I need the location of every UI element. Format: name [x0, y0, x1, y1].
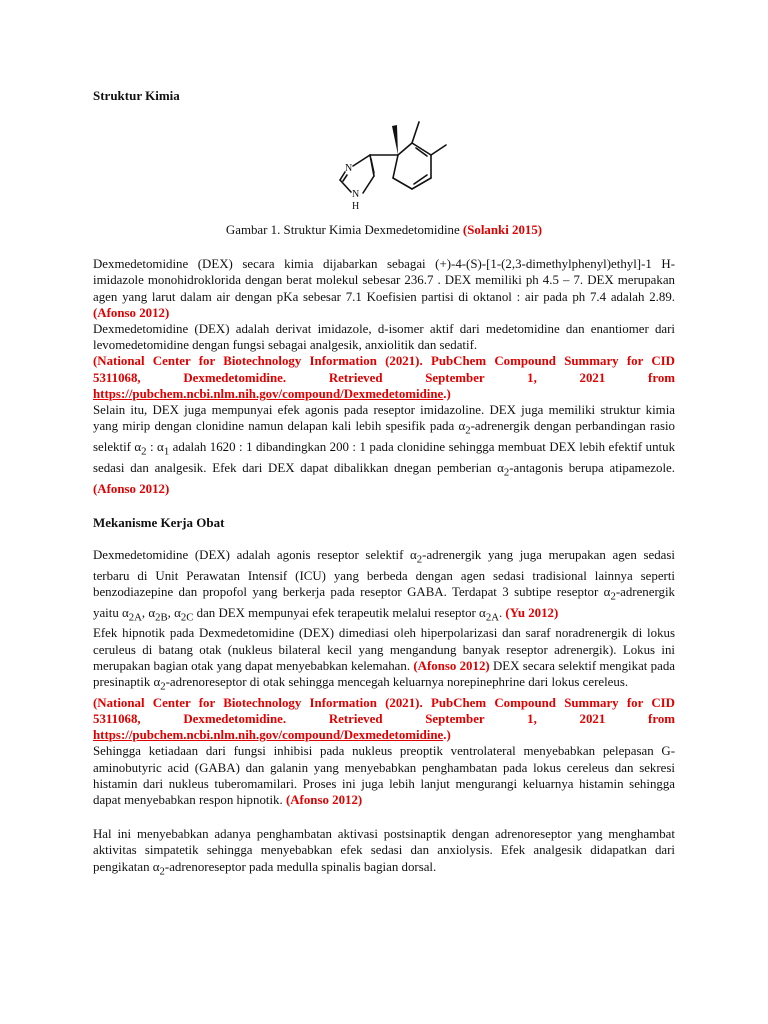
subscript: 2	[159, 865, 165, 878]
paragraph-analgesic	[93, 826, 675, 879]
subscript: 2	[465, 424, 471, 437]
citation: (Yu 2012)	[505, 605, 559, 620]
citation: (Afonso 2012)	[285, 792, 363, 807]
paragraph-text: Dexmedetomidine (DEX) adalah derivat imidazole, d-isomer aktif dari medetomidine dan enantiomer dari levomedetomidine dengan fungsi sebagai analgesik, anxiolitik dan sedatif.	[93, 322, 675, 353]
reference-pubchem-1	[93, 353, 675, 402]
text-run: -adrenergik dengan perbandingan rasio selektif α	[93, 419, 675, 455]
subscript: 2A	[128, 611, 142, 624]
text-run: dan DEX mempunyai efek terapeutik melalui reseptor α	[193, 605, 486, 620]
text-run: Dexmedetomidine (DEX) adalah agonis reseptor selektif α	[93, 547, 417, 562]
text-run: -adrenoreseptor pada medulla spinalis bagian dorsal.	[164, 859, 437, 874]
reference-text: (National Center for Biotechnology Information (2021). PubChem Compound Summary for CID 5311068, Dexmedetomidine. Retrieved September 1, 2021 from	[93, 354, 675, 385]
atom-label-h: H	[352, 201, 360, 212]
reference-text: (National Center for Biotechnology Information (2021). PubChem Compound Summary for CID 5311068, Dexmedetomidine. Retrieved September 1, 2021 from	[93, 695, 675, 726]
subscript: 2	[160, 680, 166, 693]
subscript: 2C	[180, 611, 194, 624]
dexmedetomidine-structure-icon	[318, 112, 448, 212]
reference-end: .)	[443, 728, 451, 743]
paragraph-text: Sehingga ketiadaan dari fungsi inhibisi pada nukleus preoptik ventrolateral menyebabkan pelepasan G-aminobutyric acid (GABA) dan galanin yang menyebabkan penghambatan pada lokus cereleus dan sekresi histamin dari nukleus tuberomamilari. Proses ini juga lebih lanjut mengurangi keluarnya histamin sehingga dapat menyebabkan respon hipnotik.	[93, 744, 675, 807]
text-run: -antagonis berupa atipamezole.	[509, 460, 675, 475]
text-run: .	[498, 605, 506, 620]
subscript: 2B	[155, 611, 168, 624]
atom-label-nh: N	[352, 189, 360, 200]
caption-text: Gambar 1. Struktur Kimia Dexmedetomidine	[225, 223, 463, 237]
atom-label-n: N	[345, 163, 353, 174]
text-run: -adrenergik yang juga merupakan agen sedasi terbaru di Unit Perawatan Intensif (ICU) yang berbeda dengan agen sedasi tradisional lainnya seperti benzodiazepine dan propofol yang berkerja pada reseptor GABA. Terdapat 3 subtipe reseptor α	[93, 547, 675, 599]
text-run: -adrenergik yaitu α	[93, 584, 675, 620]
figure-chemical-structure	[93, 104, 675, 222]
reference-end: .)	[443, 386, 451, 401]
subscript: 2	[610, 590, 616, 603]
text-run: , α	[141, 605, 156, 620]
paragraph-text: Dexmedetomidine (DEX) secara kimia dijabarkan sebagai (+)-4-(S)-[1-(2,3-dimethylphenyl)ethyl]-1 H-imidazole monohidroklorida dengan berat molekul sebesar 236.7 . DEX memiliki ph 4.5 – 7. DEX merupakan agen yang larut dalam air dengan pKa sebesar 7.1 Koefisien partisi di oktanol : air pada ph 7.4 adalah 2.89.	[93, 257, 675, 304]
text-run: DEX secara selektif mengikat pada presinaptik α	[93, 658, 675, 689]
text-run: adalah 1620 : 1 dibandingkan 200 : 1 pada clonidine sehingga membuat DEX lebih efektif untuk sedasi dan analgesik. Efek dari DEX dapat dibalikkan dnegan pemberian α	[93, 440, 676, 475]
text-run: , α	[167, 605, 181, 620]
subscript: 2	[141, 445, 147, 458]
subscript: 2	[503, 466, 510, 479]
paragraph-derivative	[93, 321, 675, 353]
citation: (Afonso 2012)	[413, 658, 490, 673]
paragraph-chemistry	[93, 256, 675, 321]
paragraph-inhibition	[93, 743, 675, 808]
reference-link[interactable]: https://pubchem.ncbi.nlm.nih.gov/compound/Dexmedetomidine	[93, 386, 444, 401]
reference-pubchem-2	[93, 695, 675, 744]
citation: (Afonso 2012)	[93, 305, 170, 320]
text-run: : α	[146, 440, 164, 455]
text-run: Hal ini menyebabkan adanya penghambatan aktivasi postsinaptik dengan adrenoreseptor yang menghambat aktivitas simpatetik sehingga menyebabkan efek sedasi dan anxiolysis. Efek analgesik didapatkan dari pengikatan α	[93, 827, 675, 874]
paragraph-selectivity	[93, 402, 675, 497]
heading-struktur-kimia: Struktur Kimia	[93, 88, 180, 103]
citation: (Afonso 2012)	[93, 481, 170, 496]
subscript: 2	[416, 553, 423, 566]
caption-citation: (Solanki 2015)	[462, 223, 543, 237]
document-body	[93, 88, 675, 879]
text-run: Selain itu, DEX juga mempunyai efek agonis pada reseptor imidazoline. DEX juga memiliki struktur kimia yang mirip dengan clonidine namun delapan kali lebih spesifik pada α	[93, 403, 675, 434]
paragraph-agonist	[93, 547, 675, 626]
text-run: -adrenoreseptor di otak sehingga mencegah keluarnya norepinephrine dari lokus cereleus.	[165, 674, 629, 689]
subscript: 1	[163, 445, 170, 458]
heading-mekanisme-kerja-obat: Mekanisme Kerja Obat	[93, 514, 225, 530]
paragraph-hypnotic	[93, 625, 675, 694]
text-run: Efek hipnotik pada Dexmedetomidine (DEX) dimediasi oleh hiperpolarizasi dan saraf noradrenergik di lokus ceruleus di batang otak (nukleus bilateral kecil yang mengandung banyak reseptor adrenergik). Lokus ini merupakan bagian otak yang dapat menyebabkan kelemahan.	[93, 626, 675, 673]
subscript: 2A	[485, 611, 499, 624]
reference-link[interactable]: https://pubchem.ncbi.nlm.nih.gov/compound/Dexmedetomidine	[93, 728, 444, 743]
figure-caption	[93, 222, 675, 238]
